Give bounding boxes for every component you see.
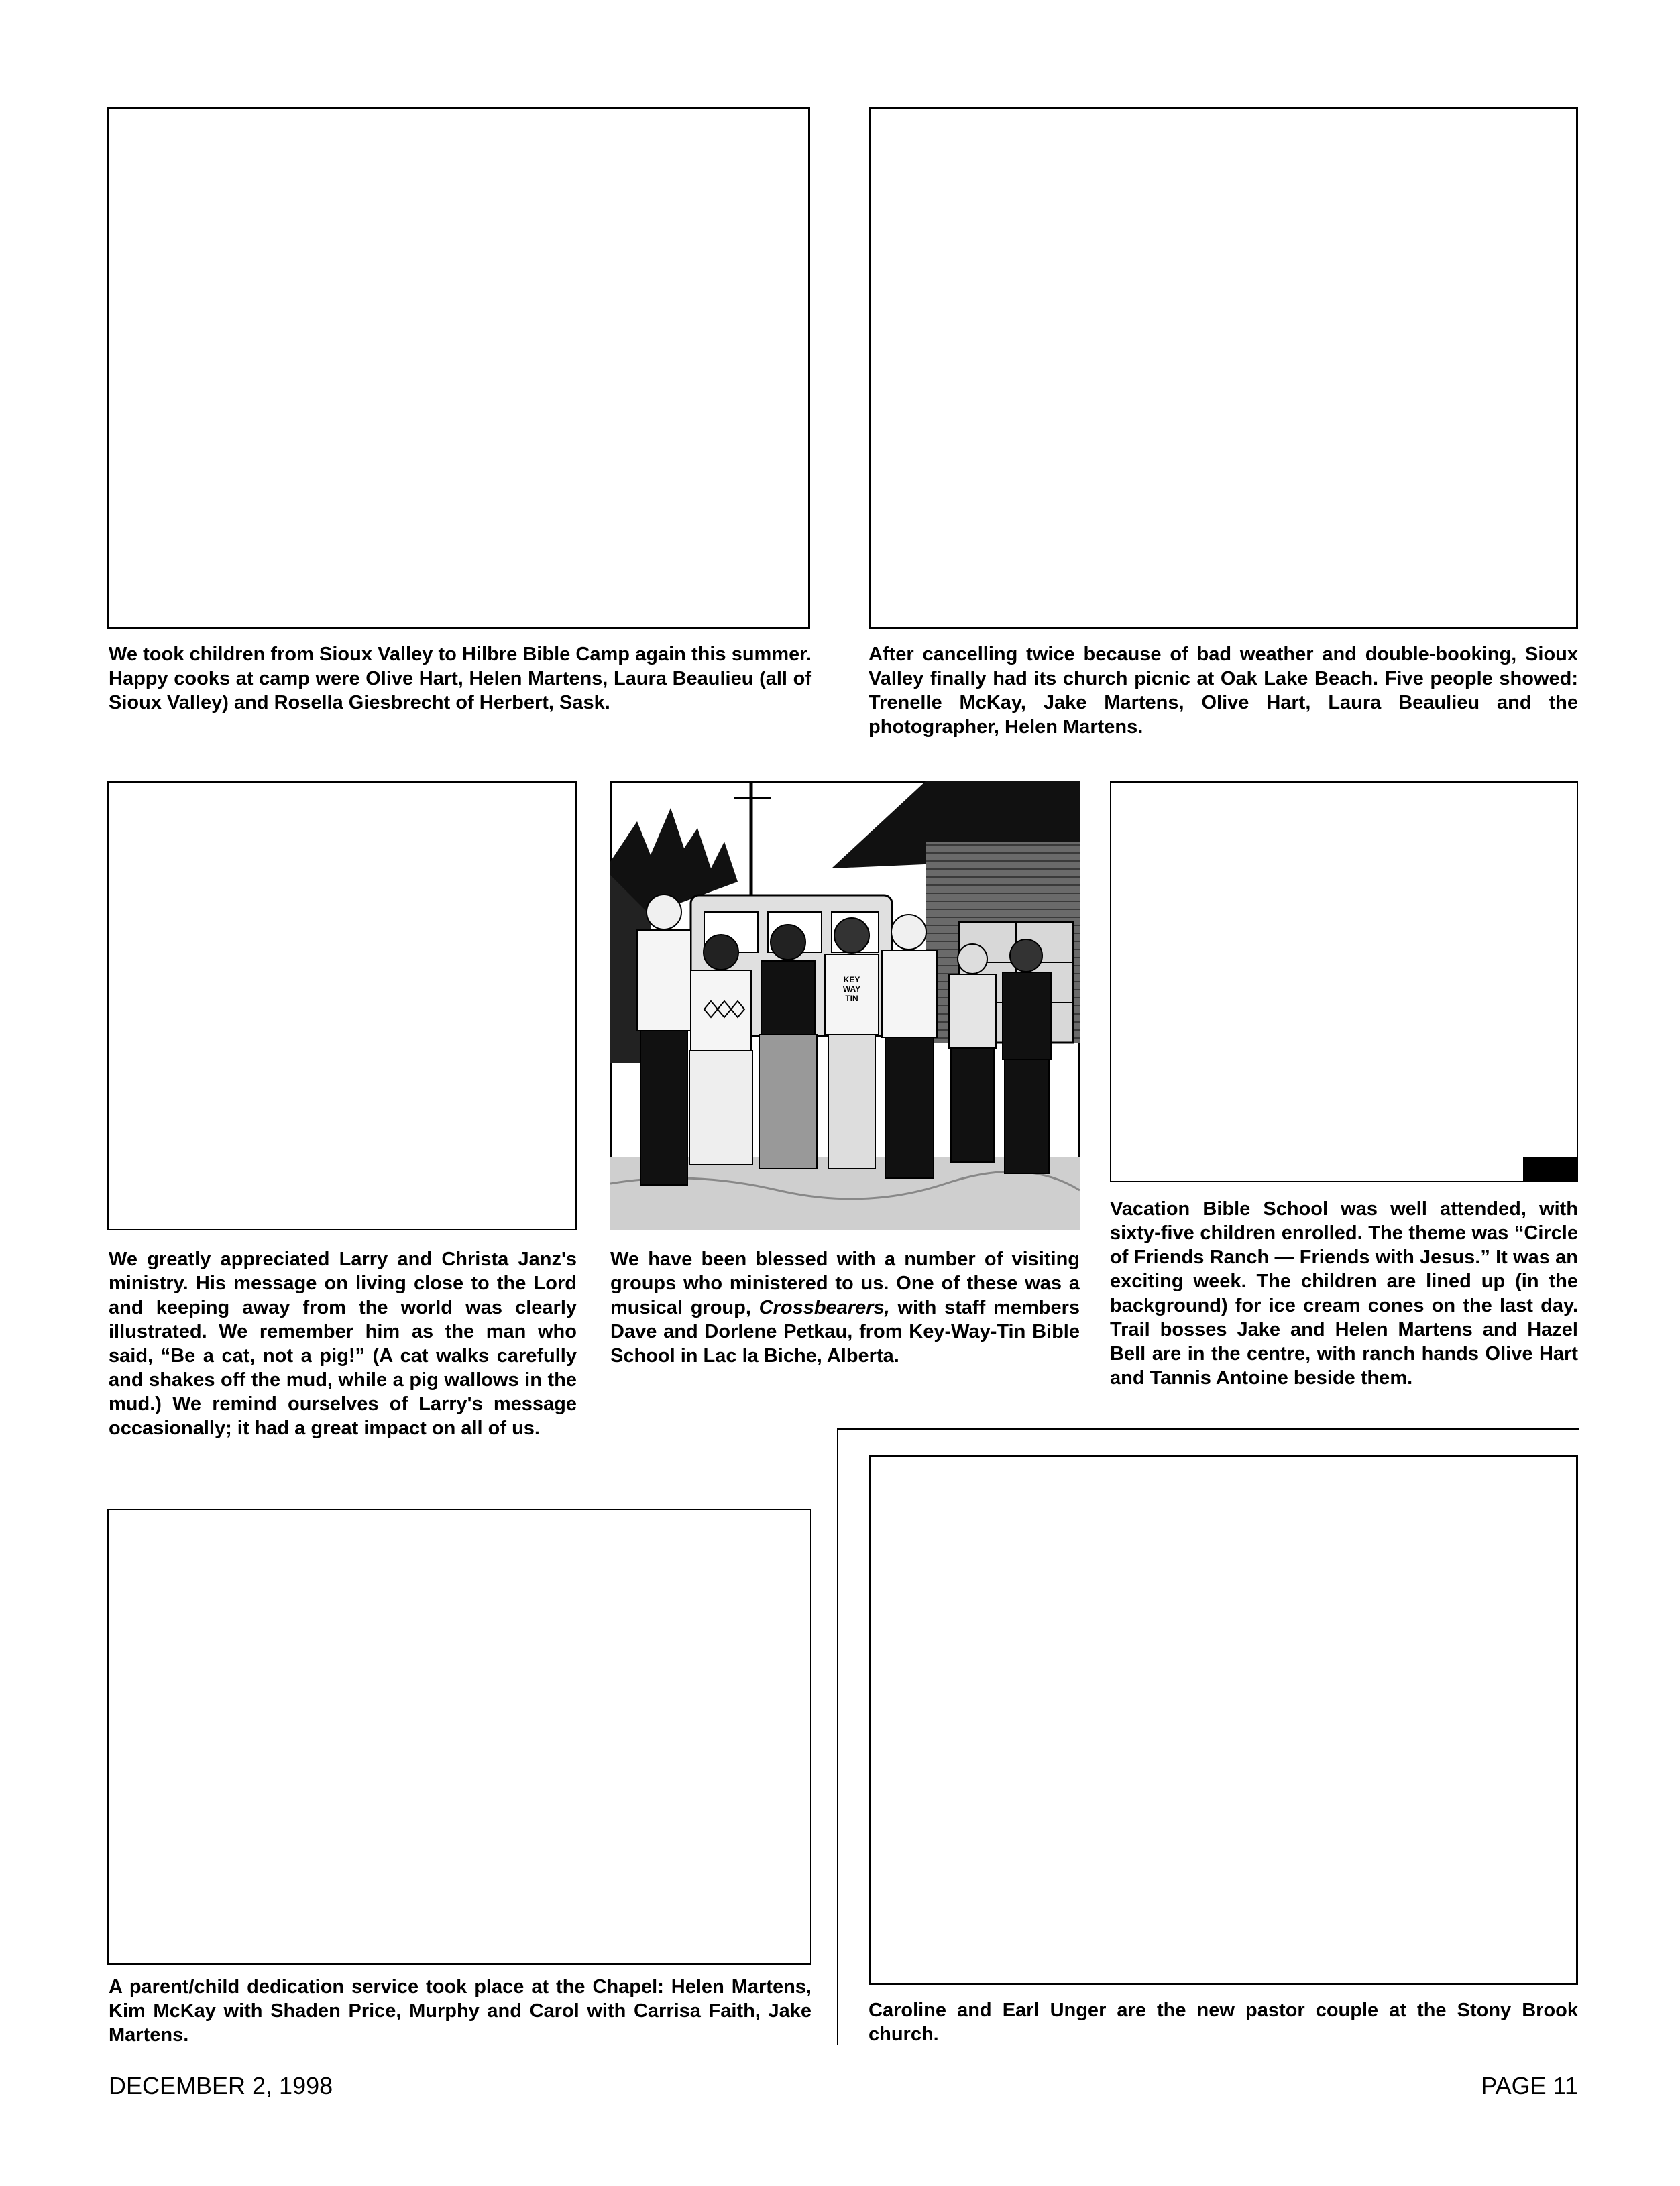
group-photo-illustration (610, 781, 1080, 1230)
divider-horizontal (837, 1428, 1579, 1430)
photo-mid-right-dark-corner (1523, 1157, 1577, 1181)
caption-bottom-left: A parent/child dedication service took place at the Chapel: Helen Martens, Kim McKay with Shaden Price, Murphy and Carol with Carrisa Faith, Jake Martens. (109, 1976, 811, 2046)
caption-mid-center (610, 1247, 1080, 1368)
caption-top-left: We took children from Sioux Valley to Hilbre Bible Camp again this summer. Happy cooks at camp were Olive Hart, Helen Martens, Laura Beaulieu (all of Sioux Valley) and Rosella Giesbrecht of Herbert, Sask. (109, 644, 811, 713)
caption-mid-right: Vacation Bible School was well attended, with sixty-five children enrolled. The theme was “Circle of Friends Ranch — Friends with Jesus.” It was an exciting week. The children are lined up (in the background) for ice cream cones on the last day. Trail bosses Jake and Helen Martens and Hazel Bell are in the centre, with ranch hands Olive Hart and Tannis Antoine beside them. (1110, 1198, 1578, 1389)
shirt-text-1: KEY (843, 975, 860, 984)
caption-mid-center-group: Crossbearers, (759, 1297, 890, 1318)
shirt-text-2: WAY (842, 984, 861, 994)
photo-mid-center (610, 781, 1080, 1230)
caption-mid-center-part2: with staff members Dave and Dorlene Petkau, from Key-Way-Tin Bible School in Lac la Biche, Alberta. (610, 1297, 1080, 1367)
photo-mid-right (1110, 781, 1578, 1182)
caption-bottom-right: Caroline and Earl Unger are the new pastor couple at the Stony Brook church. (869, 2000, 1578, 2045)
divider-vertical (837, 1428, 838, 2045)
photo-top-right (869, 107, 1578, 629)
caption-mid-center-part1: We have been blessed with a number of visiting groups who ministered to us. One of these was a musical group, (610, 1249, 1080, 1318)
photo-top-left (107, 107, 810, 629)
footer-date: DECEMBER 2, 1998 (109, 2072, 333, 2099)
photo-bottom-left (107, 1509, 811, 1965)
shirt-text-3: TIN (845, 994, 858, 1003)
photo-mid-left (107, 781, 577, 1230)
caption-mid-left: We greatly appreciated Larry and Christa Janz's ministry. His message on living close to the Lord and keeping away from the world was clearly illustrated. We remember him as the man who said, “Be a cat, not a pig!” (A cat walks carefully and shakes off the mud, while a pig wallows in the mud.) We remind ourselves of Larry's message occasionally; it had a great impact on all of us. (109, 1249, 577, 1439)
caption-top-right: After cancelling twice because of bad weather and double-booking, Sioux Valley finally had its church picnic at Oak Lake Beach. Five people showed: Trenelle McKay, Jake Martens, Olive Hart, Laura Beaulieu and the photographer, Helen Martens. (869, 644, 1578, 738)
footer-page-number: PAGE 11 (1481, 2072, 1578, 2099)
photo-bottom-right (869, 1455, 1578, 1985)
